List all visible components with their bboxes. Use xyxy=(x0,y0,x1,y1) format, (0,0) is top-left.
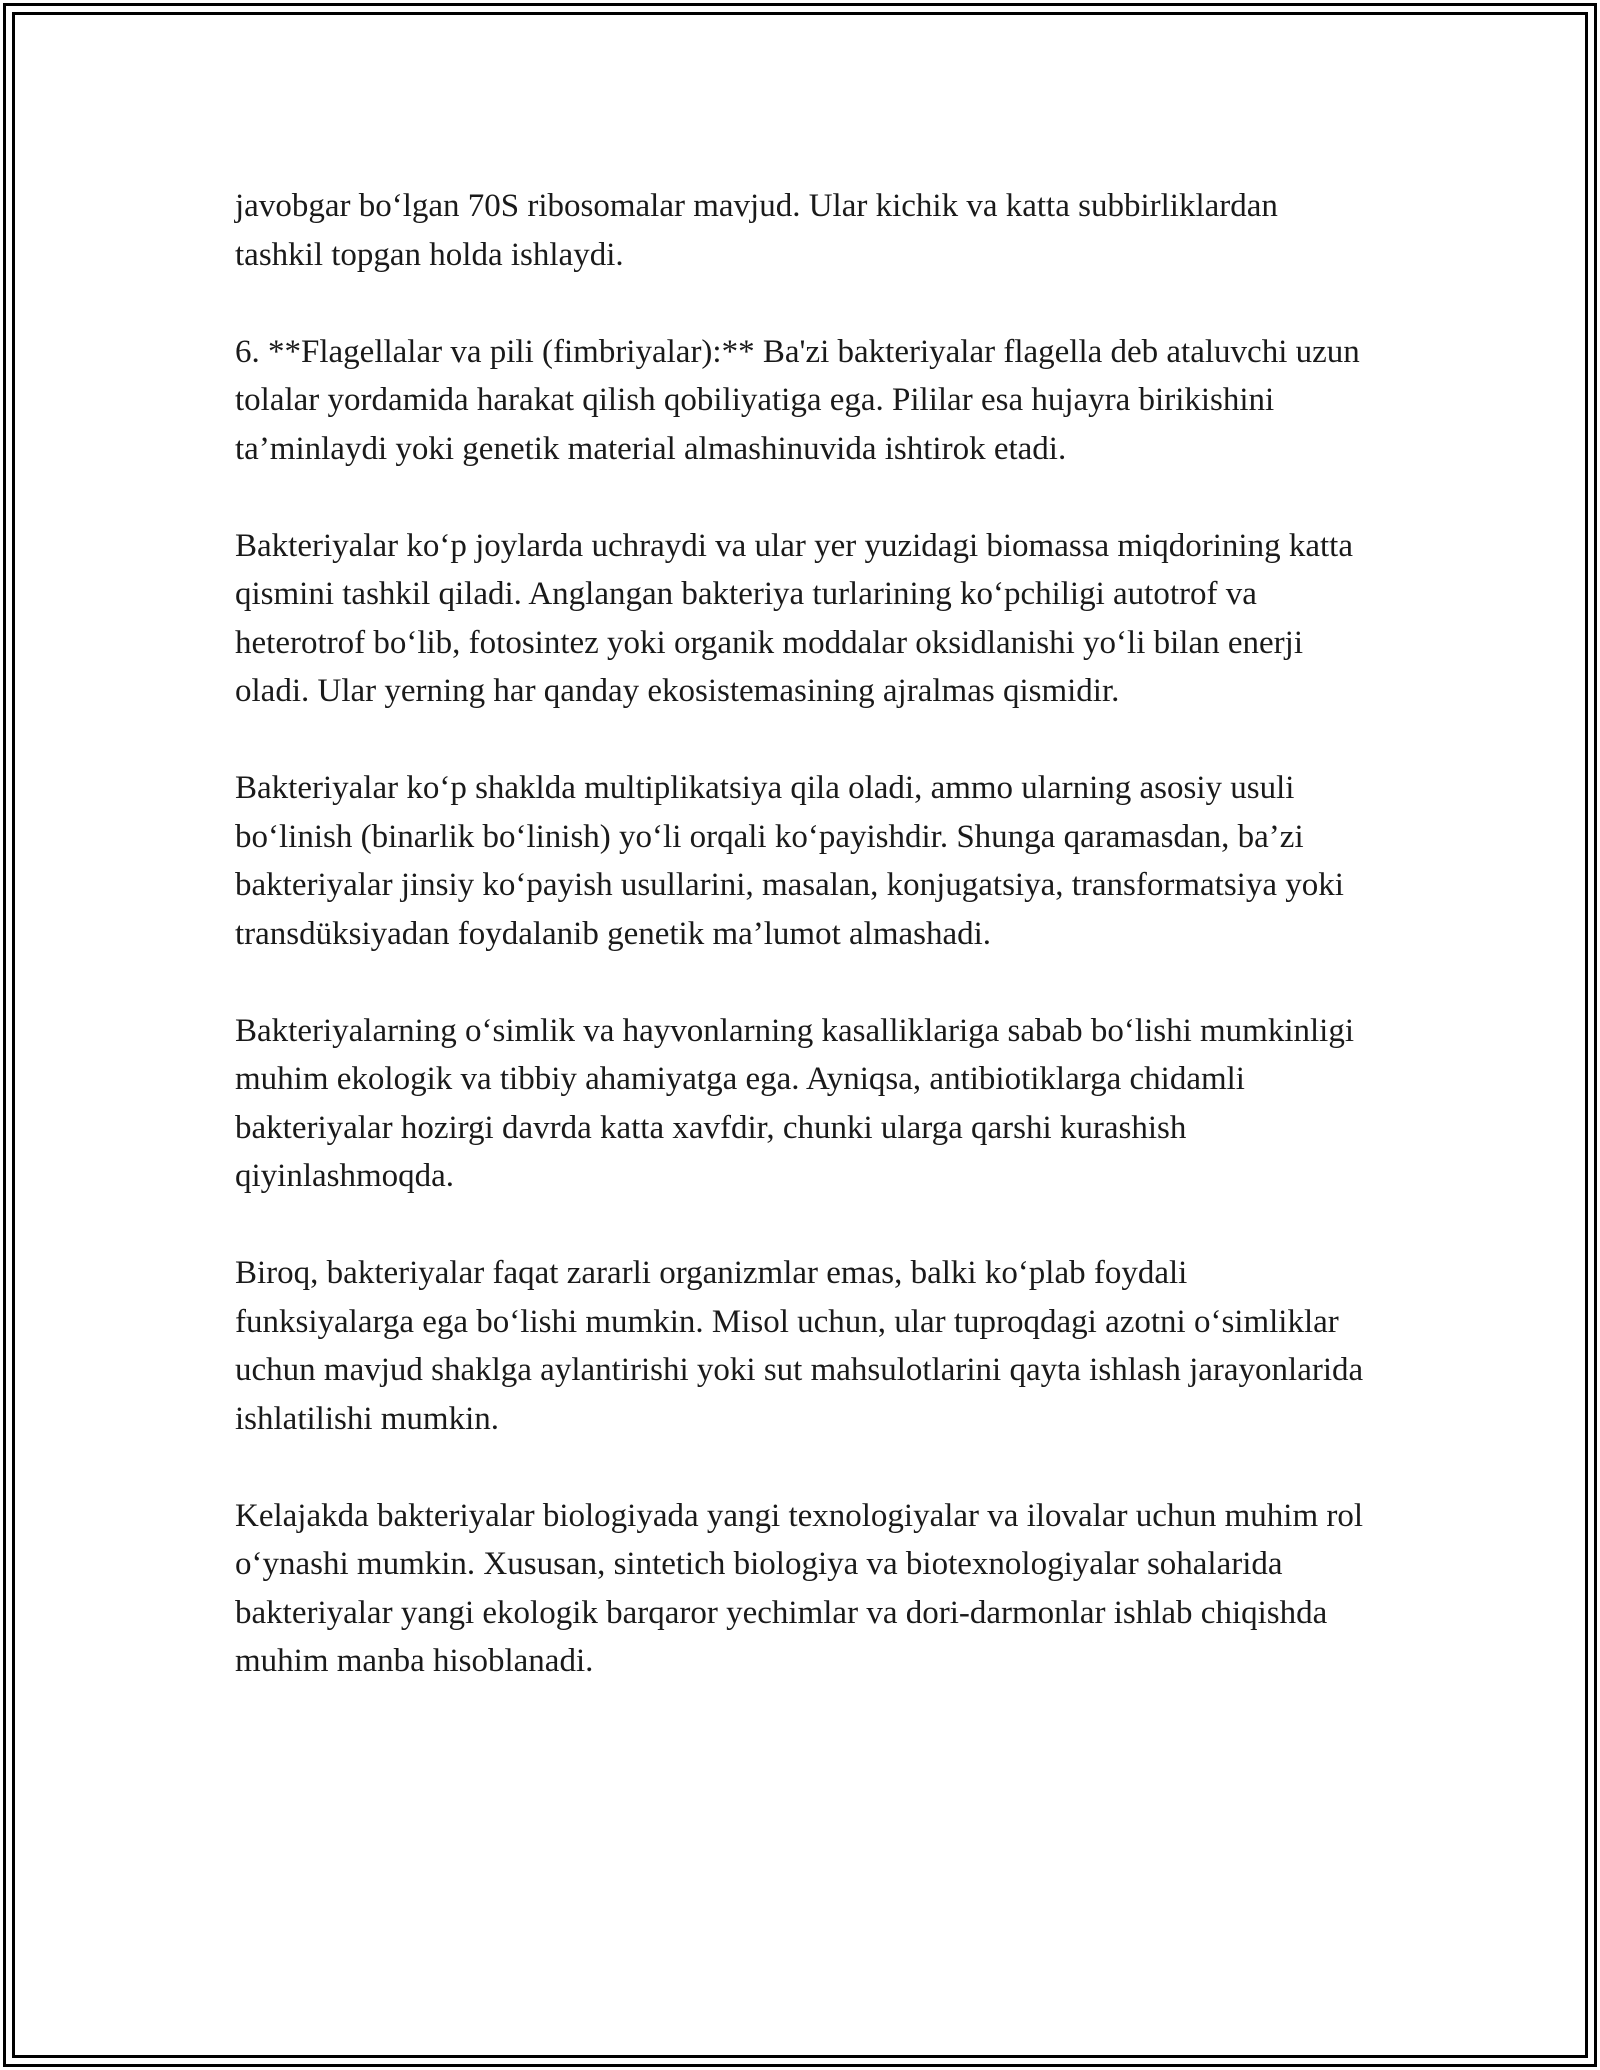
paragraph-habitat: Bakteriyalar ko‘p joylarda uchraydi va ular yer yuzidagi biomassa miqdorining katta qismini tashkil qiladi. Anglangan bakteriya turlarining ko‘pchiligi autotrof va heterotrof bo‘lib, fotosintez yoki organik moddalar oksidlanishi yo‘li bilan enerji oladi. Ular yerning har qanday ekosistemasining ajralmas qismidir. xyxy=(235,527,1353,709)
document-body xyxy=(235,182,1365,1734)
paragraph-ribosomes: javobgar bo‘lgan 70S ribosomalar mavjud. Ular kichik va katta subbirliklardan tashkil topgan holda ishlaydi. xyxy=(235,188,1278,273)
paragraph-future: Kelajakda bakteriyalar biologiyada yangi texnologiyalar va ilovalar uchun muhim rol o‘ynashi mumkin. Xususan, sintetich biologiya va biotexnologiyalar sohalarida bakteriyalar yangi ekologik barqaror yechimlar va dori-darmonlar ishlab chiqishda muhim manba hisoblanadi. xyxy=(235,1497,1364,1679)
paragraph-reproduction: Bakteriyalar ko‘p shaklda multiplikatsiya qila oladi, ammo ularning asosiy usuli bo‘linish (binarlik bo‘linish) yo‘li orqali ko‘payishdir. Shunga qaramasdan, ba’zi bakteriyalar jinsiy ko‘payish usullarini, masalan, konjugatsiya, transformatsiya yoki transdüksiyadan foydalanib genetik ma’lumot almashadi. xyxy=(235,770,1344,952)
paragraph-diseases: Bakteriyalarning o‘simlik va hayvonlarning kasalliklariga sabab bo‘lishi mumkinligi muhim ekologik va tibbiy ahamiyatga ega. Ayniqsa, antibiotiklarga chidamli bakteriyalar hozirgi davrda katta xavfdir, chunki ularga qarshi kurashish qiyinlashmoqda. xyxy=(235,1012,1355,1194)
paragraph-flagella-pili: 6. **Flagellalar va pili (fimbriyalar):** Ba'zi bakteriyalar flagella deb ataluvchi uzun tolalar yordamida harakat qilish qobiliyatiga ega. Pililar esa hujayra birikishini ta’minlaydi yoki genetik material almashinuvida ishtirok etadi. xyxy=(235,333,1360,467)
paragraph-benefits: Biroq, bakteriyalar faqat zararli organizmlar emas, balki ko‘plab foydali funksiyalarga ega bo‘lishi mumkin. Misol uchun, ular tuproqdagi azotni o‘simliklar uchun mavjud shaklga aylantirishi yoki sut mahsulotlarini qayta ishlash jarayonlarida ishlatilishi mumkin. xyxy=(235,1255,1364,1437)
